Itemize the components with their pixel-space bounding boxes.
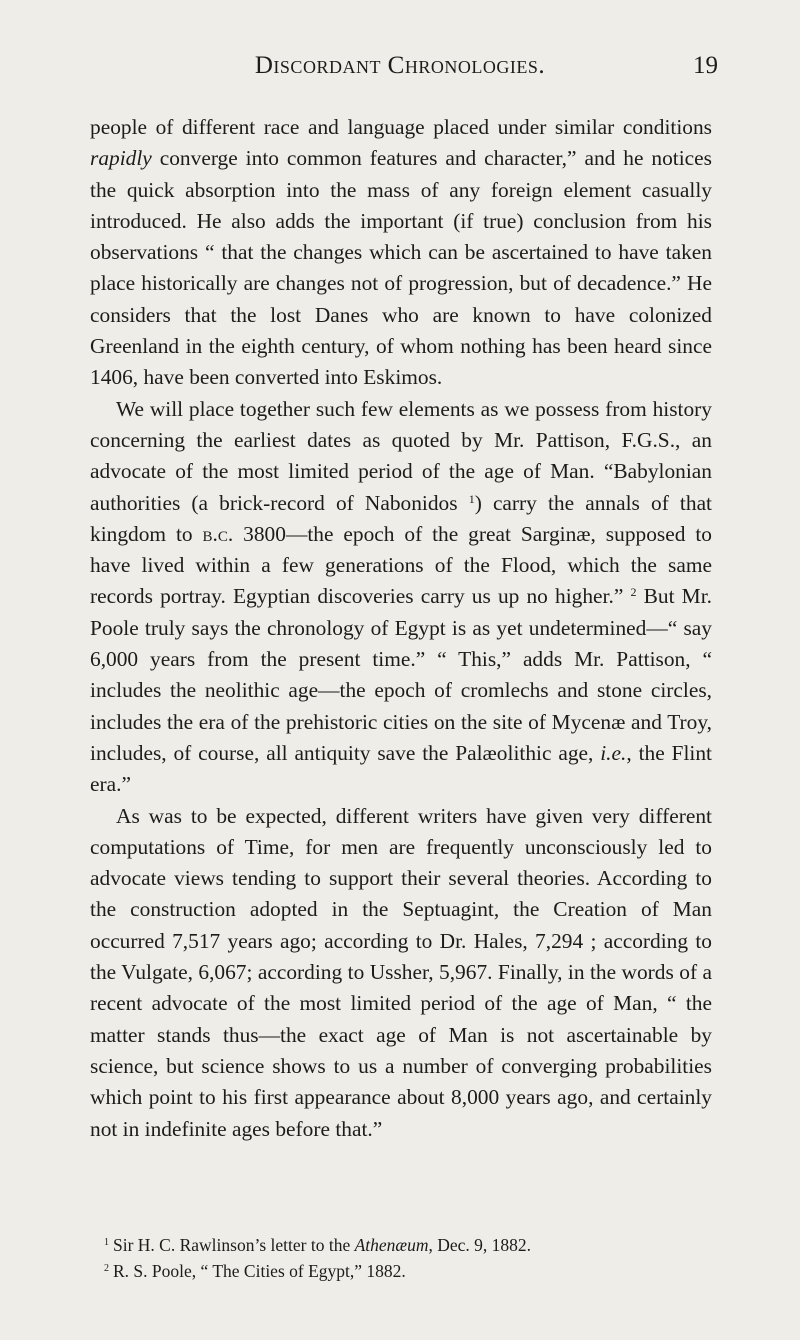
paragraph-2-part-d: But Mr. Poole truly says the chronology of Egypt is as yet undetermined—“ say 6,000 years from the present time.” “ This,” adds Mr. Pattison, “ includes the neolithic age—the epoch of cromlechs and stone circles, includes the era of the prehistoric cities on the site of Mycenæ and Troy, includes, of course, all antiquity save the Palæolithic age, bbox=[90, 584, 712, 765]
paragraph-1-part-c: converge into common features and character,” and he notices the quick absorption into the mass of any foreign element casually introduced. He also adds the important (if true) conclusion from his observations “ that the changes which can be ascertained to have taken place historically are changes not of progression, but of decadence.” He considers that the lost Danes who are known to have colonized Greenland in the eighth century, of whom nothing has been heard since 1406, have been converted into Eskimos. bbox=[90, 146, 712, 390]
footnote-2-text: R. S. Poole, “ The Cities of Egypt,” 1882. bbox=[113, 1261, 406, 1281]
body-text bbox=[90, 112, 712, 1145]
footnote-1-italic: Athenæum bbox=[354, 1235, 429, 1255]
footnote-2 bbox=[90, 1258, 712, 1284]
footnote-mark-1: 1 bbox=[104, 1237, 109, 1248]
footnote-ref-1: 1 bbox=[468, 491, 475, 506]
page-number: 19 bbox=[693, 52, 718, 79]
emphasis-rapidly: rapidly bbox=[90, 146, 152, 171]
footnote-mark-2: 2 bbox=[104, 1263, 109, 1274]
paragraph-2 bbox=[90, 394, 712, 801]
era-abbreviation: b.c. bbox=[202, 521, 234, 546]
paragraph-2-part-c: 3800—the epoch of the great Sarginæ, supposed to have lived within a few generations of the Flood, which the same records portray. Egyptian discoveries carry us up no higher.” bbox=[90, 521, 712, 609]
paragraph-2-part-b: ) carry the annals of that kingdom to bbox=[90, 490, 713, 546]
paragraph-2-part-a: We will place together such few elements as we possess from history concerning the earliest dates as quoted by Mr. Pattison, F.G.S., an advocate of the most limited period of the age of Man. “Babylonian authorities (a brick-record of Nabonidos bbox=[90, 396, 712, 515]
page-header bbox=[0, 52, 800, 92]
paragraph-1 bbox=[90, 112, 712, 394]
footnote-1-text-b: , Dec. 9, 1882. bbox=[428, 1235, 532, 1255]
footnote-1-text-a: Sir H. C. Rawlinson’s letter to the bbox=[113, 1235, 355, 1255]
paragraph-3: As was to be expected, different writers have given very different computations of Time, for men are frequently unconsciously led to advocate views tending to support their several theories. According to the construction adopted in the Septuagint, the Creation of Man occurred 7,517 years ago; according to Dr. Hales, 7,294 ; according to the Vulgate, 6,067; according to Ussher, 5,967. Finally, in the words of a recent advocate of the most limited period of the age of Man, “ the matter stands thus—the exact age of Man is not ascertainable by science, but science shows to us a number of converging probabilities which point to his first appearance about 8,000 years ago, and certainly not in indefinite ages before that.” bbox=[90, 803, 712, 1141]
footnotes bbox=[90, 1232, 712, 1284]
emphasis-ie: i.e. bbox=[600, 740, 627, 765]
running-title: Discordant Chronologies. bbox=[254, 52, 546, 79]
footnote-ref-2: 2 bbox=[630, 585, 637, 600]
paragraph-1-part-a: people of different race and language placed under similar conditions bbox=[90, 115, 712, 139]
footnote-1 bbox=[90, 1232, 712, 1258]
paragraph-2-part-e: , the Flint era.” bbox=[90, 740, 712, 797]
